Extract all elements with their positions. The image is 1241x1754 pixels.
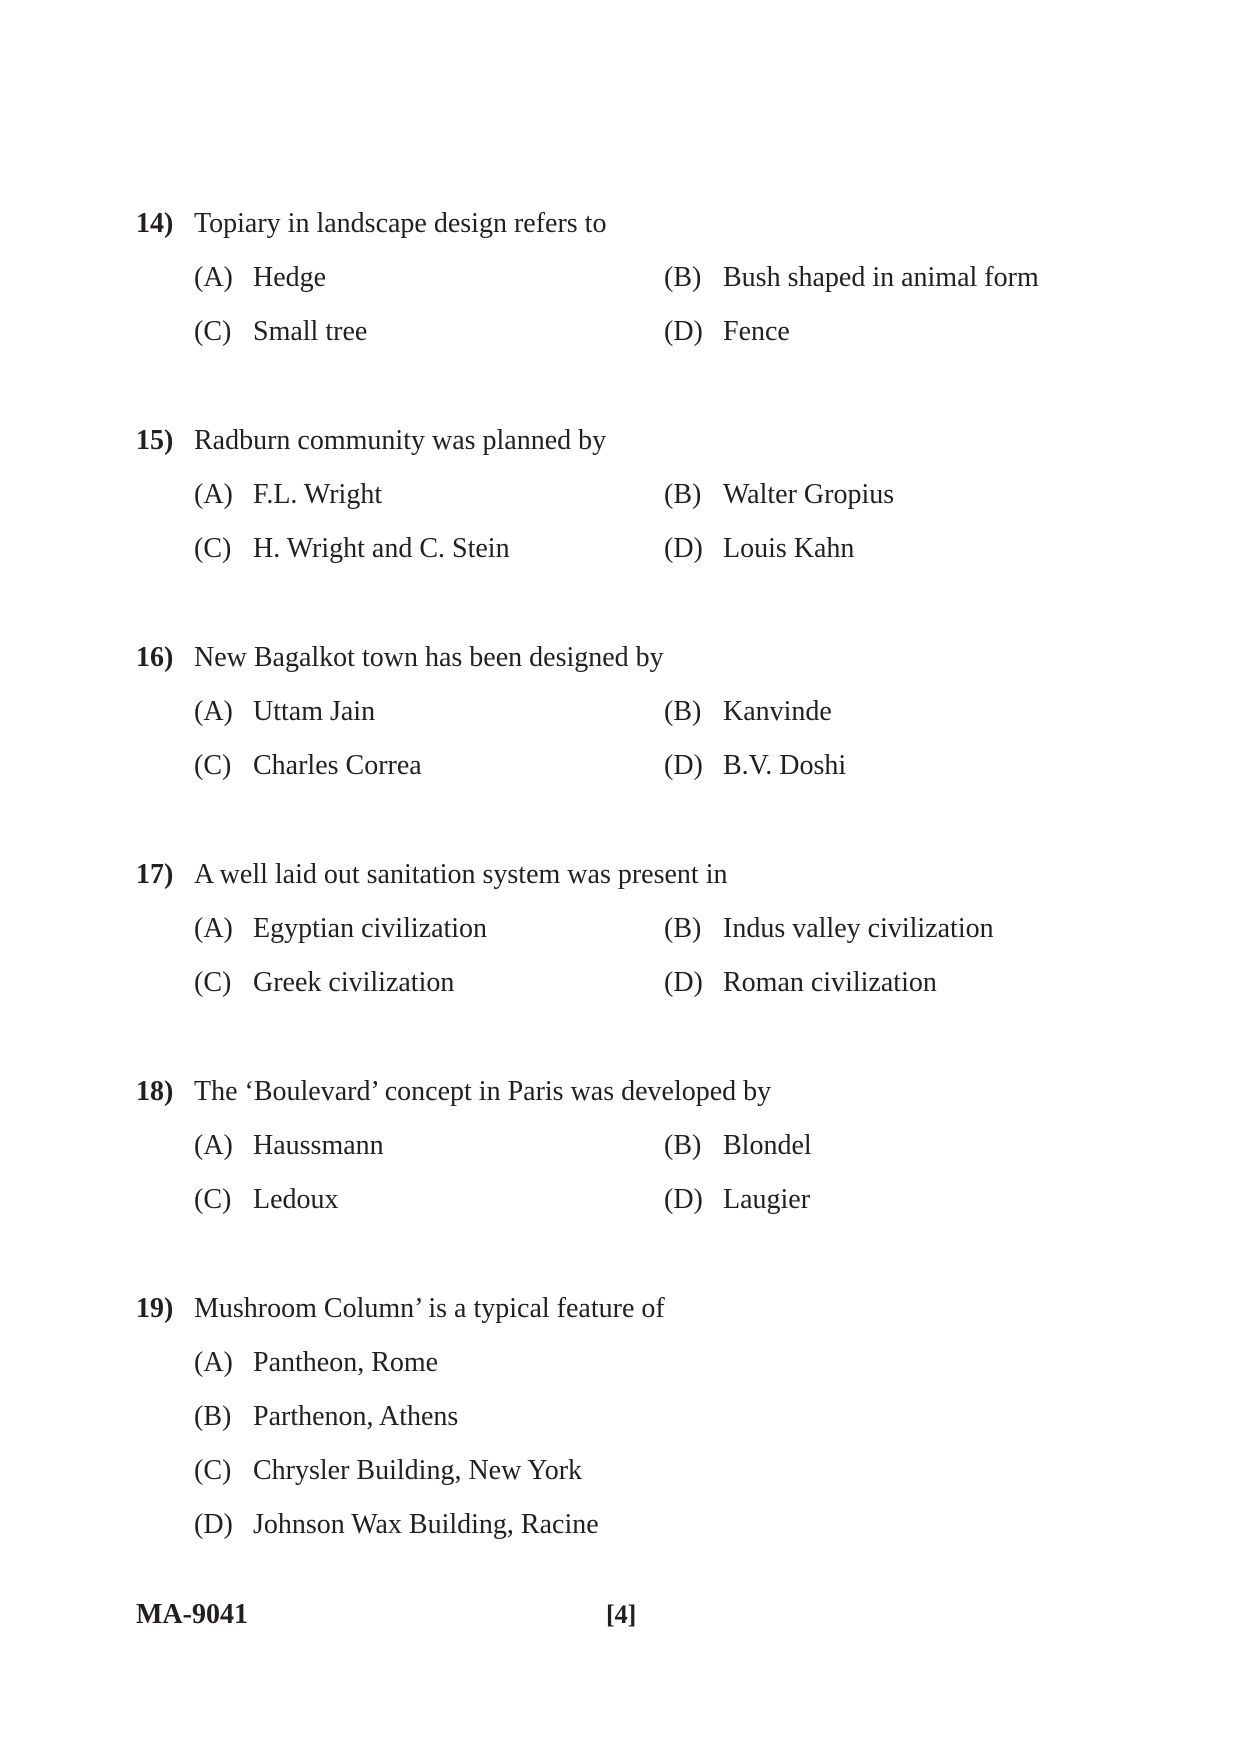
question-number: 16) <box>136 642 174 673</box>
option-a[interactable] <box>194 261 326 295</box>
option-text: Johnson Wax Building, Racine <box>253 1509 599 1540</box>
option-text: Charles Correa <box>253 750 422 781</box>
option-letter: (B) <box>664 696 702 727</box>
option-letter: (B) <box>664 262 702 293</box>
option-letter: (D) <box>664 967 703 998</box>
option-d[interactable] <box>194 1508 599 1542</box>
question-text: Topiary in landscape design refers to <box>194 208 607 239</box>
option-text: Egyptian civilization <box>253 913 488 944</box>
option-text: Ledoux <box>253 1184 339 1215</box>
question-text: The ‘Boulevard’ concept in Paris was developed by <box>194 1076 772 1107</box>
option-letter: (A) <box>194 262 233 293</box>
question-stem <box>136 1075 771 1109</box>
option-letter: (B) <box>664 479 702 510</box>
question-stem <box>136 858 727 892</box>
question-number: 15) <box>136 425 174 456</box>
option-letter: (C) <box>194 967 232 998</box>
option-d[interactable] <box>664 1183 810 1217</box>
option-letter: (B) <box>664 1130 702 1161</box>
question-stem <box>136 1292 665 1326</box>
option-text: Louis Kahn <box>723 533 855 564</box>
option-b[interactable] <box>664 695 832 729</box>
paper-code: MA-9041 <box>136 1599 248 1630</box>
option-c[interactable] <box>194 532 510 566</box>
option-c[interactable] <box>194 749 422 783</box>
option-letter: (A) <box>194 479 233 510</box>
option-text: Pantheon, Rome <box>253 1347 439 1378</box>
option-letter: (D) <box>664 533 703 564</box>
option-a[interactable] <box>194 1346 438 1380</box>
option-letter: (A) <box>194 1347 233 1378</box>
option-letter: (B) <box>664 913 702 944</box>
question-text: New Bagalkot town has been designed by <box>194 642 664 673</box>
option-text: Chrysler Building, New York <box>253 1455 583 1486</box>
option-text: Blondel <box>723 1130 812 1161</box>
option-text: Parthenon, Athens <box>253 1401 459 1432</box>
question-stem <box>136 641 664 675</box>
question-stem <box>136 424 606 458</box>
option-text: B.V. Doshi <box>723 750 847 781</box>
option-text: Indus valley civilization <box>723 913 994 944</box>
option-text: Laugier <box>723 1184 811 1215</box>
option-b[interactable] <box>664 261 1039 295</box>
option-text: Roman civilization <box>723 967 937 998</box>
option-b[interactable] <box>664 912 994 946</box>
option-text: Small tree <box>253 316 368 347</box>
question-number: 19) <box>136 1293 174 1324</box>
option-b[interactable] <box>664 478 894 512</box>
page-number: [4] <box>606 1600 637 1629</box>
option-letter: (A) <box>194 696 233 727</box>
option-letter: (D) <box>194 1509 233 1540</box>
option-text: Bush shaped in animal form <box>723 262 1039 293</box>
option-a[interactable] <box>194 1129 384 1163</box>
question-number: 14) <box>136 208 174 239</box>
option-letter: (D) <box>664 750 703 781</box>
option-letter: (C) <box>194 1184 232 1215</box>
option-c[interactable] <box>194 1183 339 1217</box>
question-number: 18) <box>136 1076 174 1107</box>
option-text: Walter Gropius <box>723 479 895 510</box>
question-number: 17) <box>136 859 174 890</box>
question-stem <box>136 207 606 241</box>
question-text: Mushroom Column’ is a typical feature of <box>194 1293 665 1324</box>
option-text: Kanvinde <box>723 696 832 727</box>
option-letter: (B) <box>194 1401 232 1432</box>
option-c[interactable] <box>194 1454 582 1488</box>
question-text: A well laid out sanitation system was present in <box>194 859 728 890</box>
option-text: Fence <box>723 316 790 347</box>
option-b[interactable] <box>194 1400 458 1434</box>
option-c[interactable] <box>194 966 454 1000</box>
option-letter: (C) <box>194 750 232 781</box>
option-a[interactable] <box>194 695 375 729</box>
option-d[interactable] <box>664 532 854 566</box>
option-letter: (A) <box>194 913 233 944</box>
option-letter: (C) <box>194 533 232 564</box>
option-letter: (D) <box>664 1184 703 1215</box>
option-letter: (A) <box>194 1130 233 1161</box>
question-text: Radburn community was planned by <box>194 425 607 456</box>
option-text: H. Wright and C. Stein <box>253 533 510 564</box>
option-d[interactable] <box>664 315 790 349</box>
option-letter: (C) <box>194 1455 232 1486</box>
option-a[interactable] <box>194 912 487 946</box>
option-d[interactable] <box>664 749 846 783</box>
option-d[interactable] <box>664 966 937 1000</box>
option-text: Uttam Jain <box>253 696 376 727</box>
option-letter: (D) <box>664 316 703 347</box>
option-text: F.L. Wright <box>253 479 383 510</box>
option-text: Greek civilization <box>253 967 455 998</box>
option-text: Hedge <box>253 262 327 293</box>
option-b[interactable] <box>664 1129 812 1163</box>
option-c[interactable] <box>194 315 367 349</box>
option-a[interactable] <box>194 478 382 512</box>
option-letter: (C) <box>194 316 232 347</box>
option-text: Haussmann <box>253 1130 384 1161</box>
